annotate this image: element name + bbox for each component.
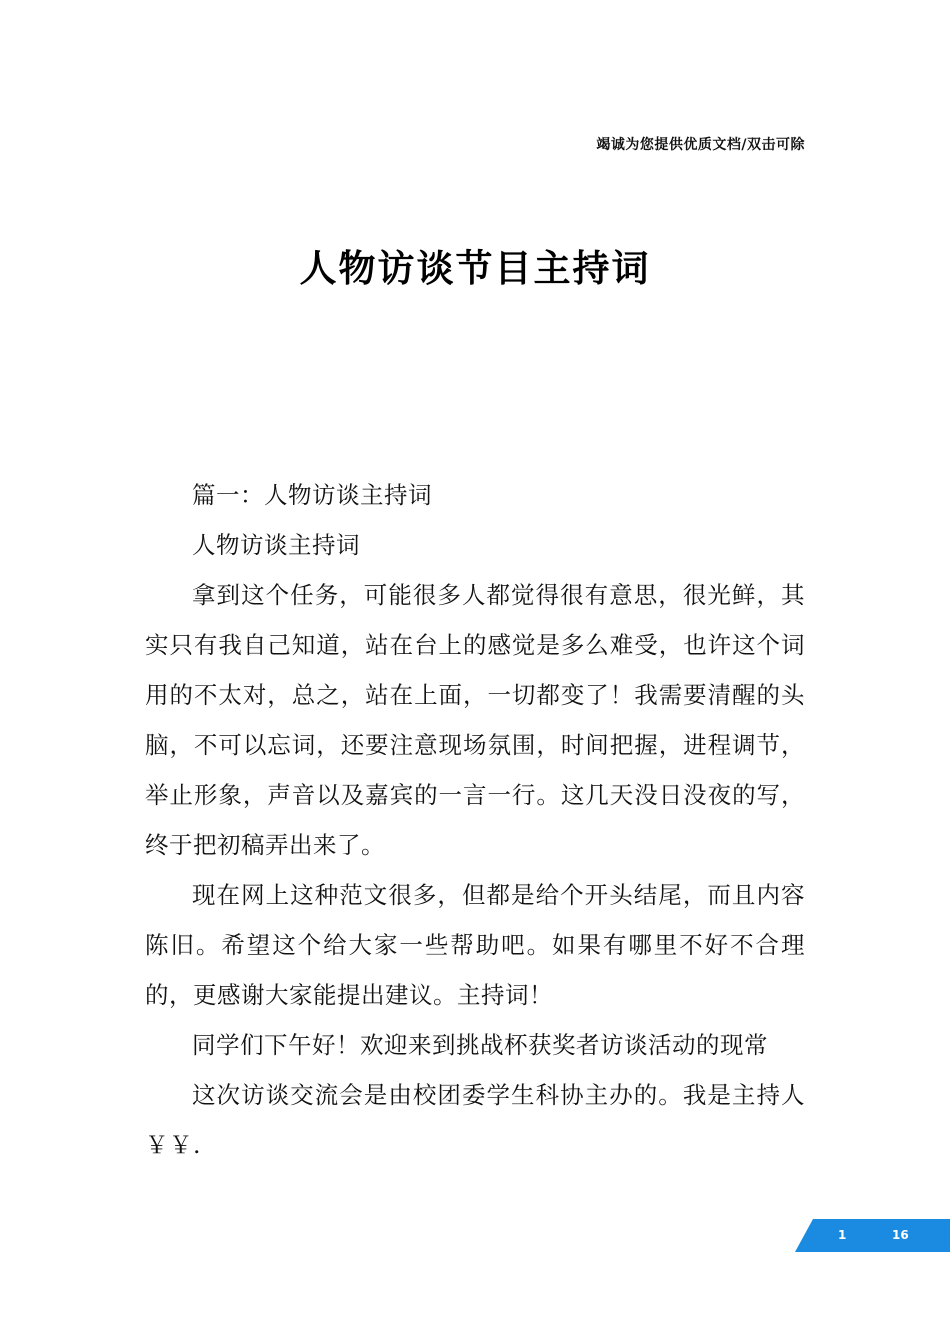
- paragraph-subtitle: 人物访谈主持词: [192, 531, 360, 559]
- page-number: 1: [838, 1228, 847, 1242]
- paragraph-body: 拿到这个任务，可能很多人都觉得很有意思，很光鲜，其实只有我自己知道，站在台上的感觉是多么难受，也许这个词用的不太对，总之，站在上面，一切都变了！我需要清醒的头脑，不可以忘词，还要注意现场氛围，时间把握，进程调节，举止形象，声音以及嘉宾的一言一行。这几天没日没夜的写，终于把初稿弄出来了。: [145, 581, 805, 859]
- page-total: 16: [892, 1228, 909, 1242]
- page-footer-band: [795, 1219, 950, 1252]
- paragraph-body: 现在网上这种范文很多，但都是给个开头结尾，而且内容陈旧。希望这个给大家一些帮助吧。如果有哪里不好不合理的，更感谢大家能提出建议。主持词！: [145, 881, 805, 1009]
- footer-band-shape: [795, 1219, 950, 1252]
- paragraph-body: 这次访谈交流会是由校团委学生科协主办的。我是主持人￥￥.: [145, 1081, 805, 1159]
- paragraph-section-heading: 篇一：人物访谈主持词: [192, 481, 432, 509]
- document-body: [145, 470, 805, 1170]
- document-title: 人物访谈节目主持词: [299, 247, 651, 290]
- header-note: 竭诚为您提供优质文档/双击可除: [596, 137, 805, 153]
- paragraph-body: 同学们下午好！欢迎来到挑战杯获奖者访谈活动的现常: [192, 1031, 768, 1059]
